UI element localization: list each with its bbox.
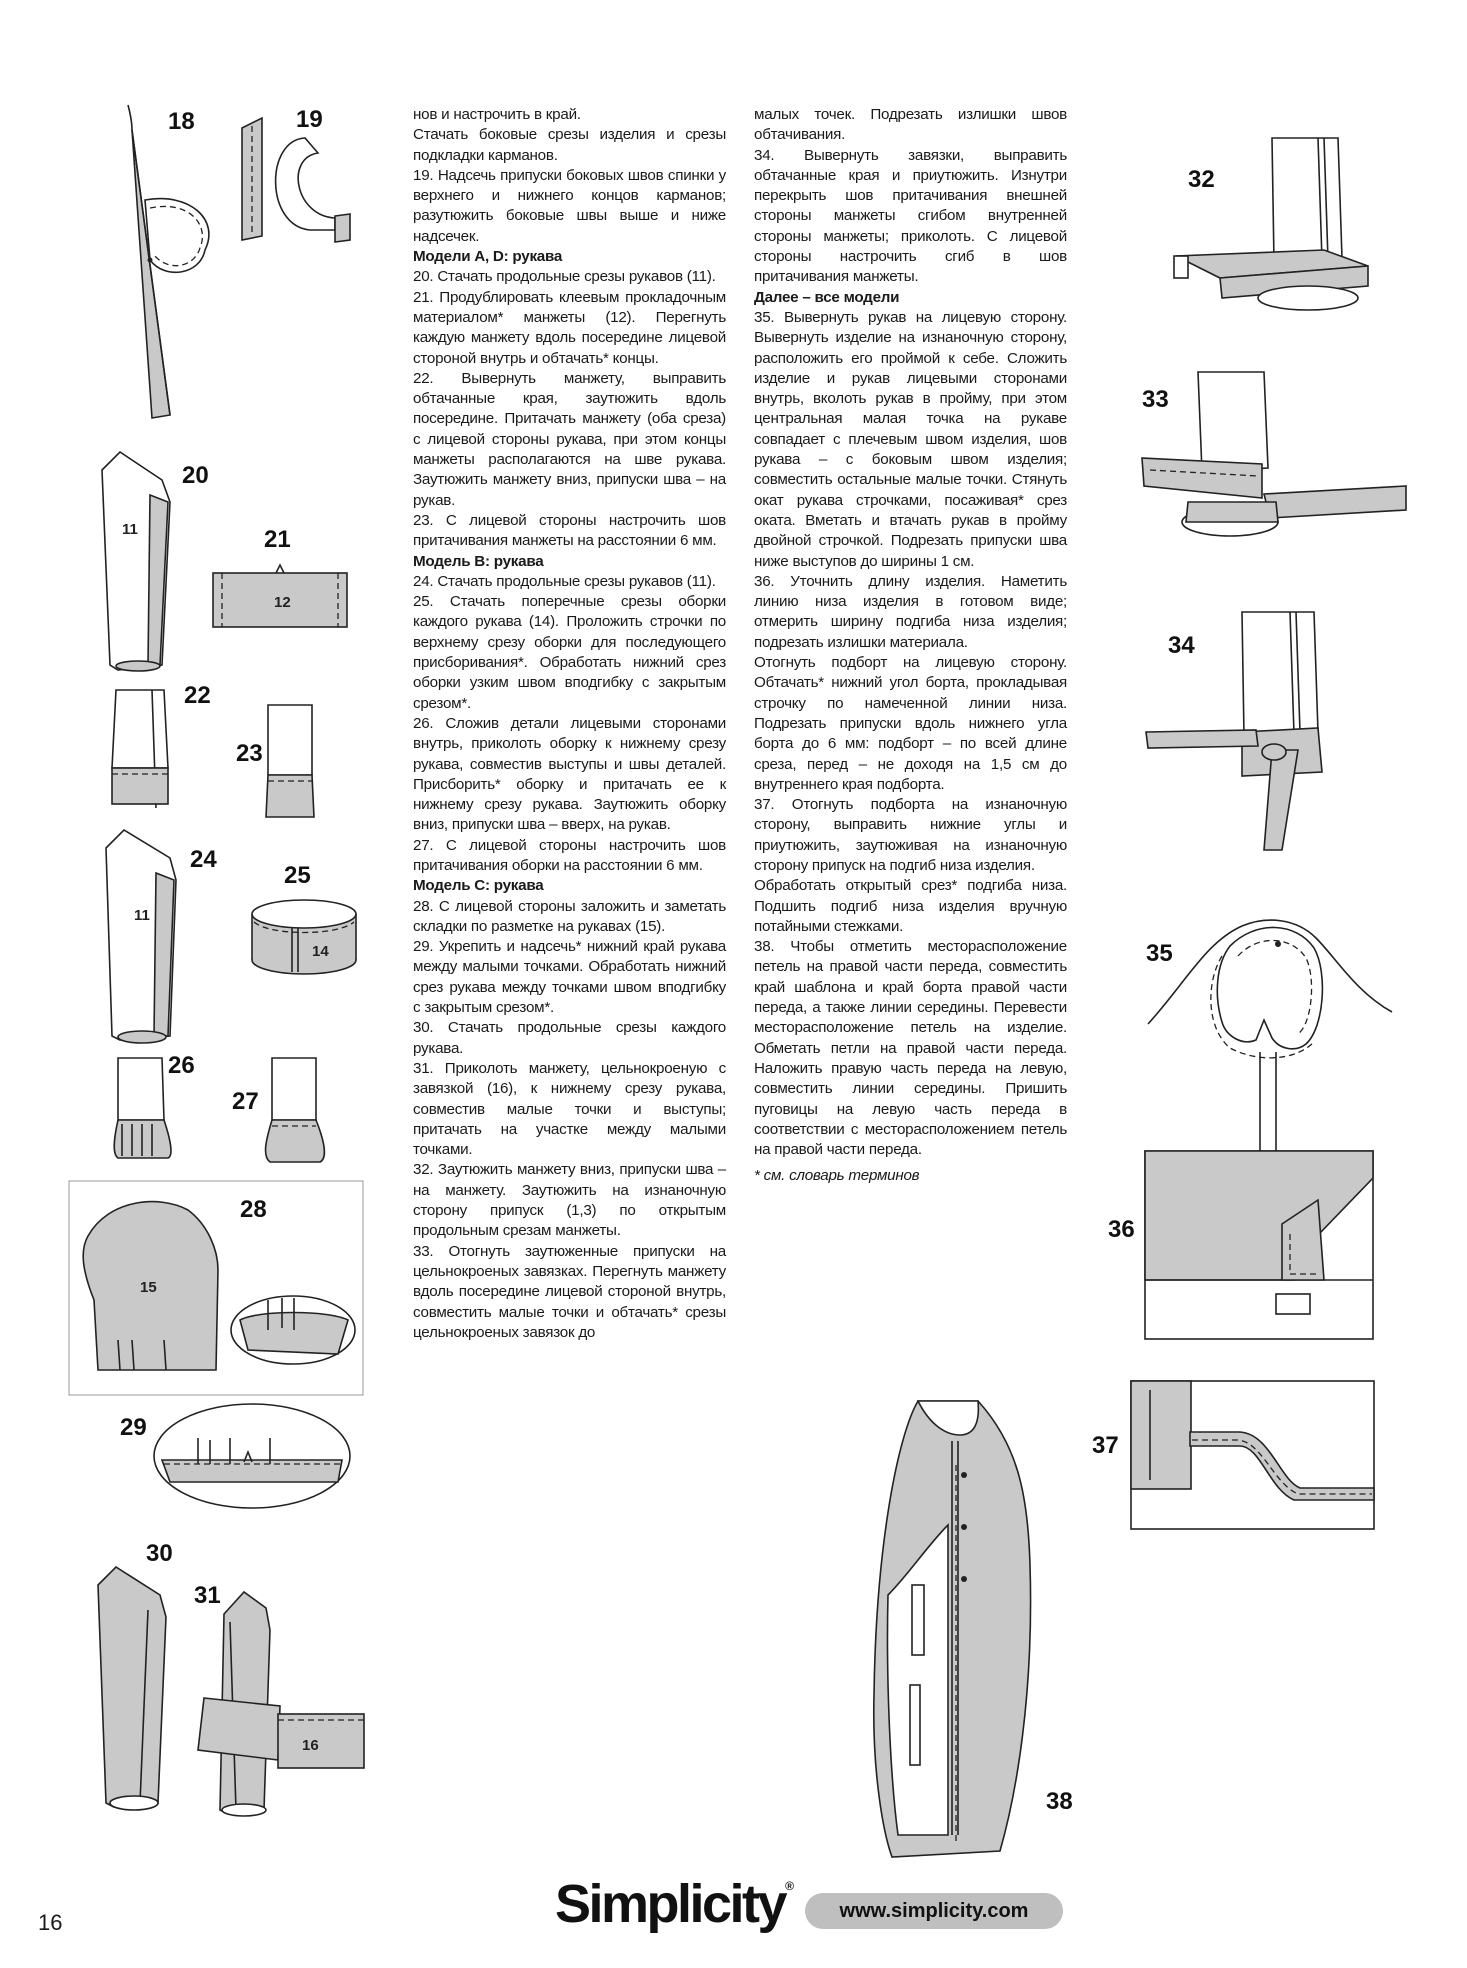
figure-number-25: 25: [284, 862, 311, 889]
figure-number-36: 36: [1108, 1216, 1135, 1243]
instruction-paragraph: 25. Стачать поперечные срезы оборки каждого рукава (14). Проложить строчки по верхнему срезу оборки для последующего присборивания*. Обработать нижний срез оборки узким швом вподгибку с закрытым срезом*.: [413, 593, 726, 712]
instruction-paragraph: 29. Укрепить и надсечь* нижний край рукава между малыми точками. Обработать нижний срез рукава между точками швом вподгибку с закрытым срезом*.: [413, 938, 726, 1017]
piece-label-11: 11: [134, 907, 150, 924]
instruction-paragraph: 38. Чтобы отметить месторасположение петель на правой части переда, совместить край шаблона и край борта правой части переда, а также линии середины. Перевести месторасположение петель на изделие. Обметать петли на правой части переда. Наложить правую часть переда на левую, совместить линии середины. Пришить пуговицы на левую часть переда в соответствии с месторасположением петель на правой части переда.: [754, 938, 1067, 1159]
trademark-symbol: ®: [785, 1879, 794, 1893]
figure-number-34: 34: [1168, 632, 1195, 659]
figure-19-clipped-seam: [240, 118, 360, 248]
instruction-paragraph: 23. С лицевой стороны настрочить шов притачивания манжеты на расстоянии 6 мм.: [413, 511, 726, 550]
figure-number-24: 24: [190, 846, 217, 873]
figure-27-ruffle-topstitch: [262, 1058, 328, 1166]
figure-31-attach-cuff-tie: [196, 1590, 366, 1830]
figure-20-sleeve-seam: [100, 450, 180, 680]
instruction-paragraph: 21. Продублировать клеевым прокладочным материалом* манжеты (12). Перегнуть каждую манжету вдоль посередине лицевой стороной внутрь и обтачать* концы.: [413, 288, 726, 367]
piece-label-12: 12: [274, 594, 291, 611]
instruction-paragraph: Стачать боковые срезы изделия и срезы подкладки карманов.: [413, 126, 726, 164]
figure-38-buttonholes: [868, 1395, 1036, 1865]
figure-37-hem-finish: [1130, 1380, 1375, 1530]
instruction-paragraph: нов и настрочить в край.: [413, 106, 581, 123]
section-heading: Модель B: рукава: [413, 552, 544, 570]
instruction-paragraph: 33. Отогнуть заутюженные припуски на цельнокроеных завязках. Перегнуть манжету вдоль посередине лицевой стороной внутрь, совместить малые точки и обтачать* срезы цельнокроеных завязок до: [413, 1242, 726, 1341]
instruction-paragraph: 26. Сложив детали лицевыми сторонами внутрь, приколоть оборку к нижнему срезу рукава, совместив выступы и швы деталей. Присборить* оборку и притачать ее к нижнему срезу рукава. Заутюжить оборку вниз, припуски шва – вверх, на рукав.: [413, 714, 726, 834]
figure-33-stitch-ties: [1140, 372, 1410, 567]
instruction-paragraph: 19. Надсечь припуски боковых швов спинки у верхнего и нижнего концов карманов; разутюжить боковые швы выше и ниже надсечек.: [413, 166, 726, 245]
figure-number-19: 19: [296, 106, 323, 133]
instructions-column-1: [413, 105, 726, 1343]
figure-number-35: 35: [1146, 940, 1173, 967]
figure-number-27: 27: [232, 1088, 259, 1115]
instruction-paragraph: 27. С лицевой стороны настрочить шов притачивания оборки на расстоянии 6 мм.: [413, 836, 726, 874]
instruction-paragraph: 20. Стачать продольные срезы рукавов (11).: [413, 268, 716, 286]
piece-label-14: 14: [312, 943, 329, 960]
figure-18-side-seam-pocket: [110, 100, 220, 430]
section-heading: Модель C: рукава: [413, 877, 544, 895]
footnote: * см. словарь терминов: [754, 1167, 920, 1185]
figure-29-staystitch-hem: [152, 1398, 352, 1510]
figure-number-18: 18: [168, 108, 195, 135]
figure-21-cuff: [210, 565, 350, 630]
instruction-paragraph: 35. Вывернуть рукав на лицевую сторону. Вывернуть изделие на изнаночную сторону, расположить его проймой к себе. Сложить изделие и рукав лицевыми сторонами внутрь, вколоть рукав в пройму, при этом центральная малая точка на рукаве совпадает с плечевым швом изделия, шов рукава – с боковым швом изделия; совместить остальные малые точки. Стянуть окат рукава строчками, посаживая* срез оката. Вметать и втачать рукав в пройму двойной строчкой. Подрезать припуски шва ниже выступов до ширины 1 см.: [754, 308, 1067, 570]
figure-35-set-in-sleeve: [1146, 912, 1396, 1172]
figure-number-26: 26: [168, 1052, 195, 1079]
figure-number-32: 32: [1188, 166, 1215, 193]
instruction-paragraph: Обработать открытый срез* подгиба низа. Подшить подгиб низа изделия вручную потайными стежками.: [754, 877, 1067, 935]
figure-26-attach-ruffle: [112, 1058, 174, 1163]
figure-25-ruffle: [250, 898, 360, 978]
instruction-paragraph: малых точек. Подрезать излишки швов обтачивания.: [754, 106, 1067, 144]
figure-number-29: 29: [120, 1414, 147, 1441]
section-heading: Далее – все модели: [754, 288, 900, 306]
figure-number-30: 30: [146, 1540, 173, 1567]
logo-text: Simplicity: [555, 1874, 786, 1934]
figure-30-sleeve-seam: [96, 1565, 176, 1825]
figure-number-23: 23: [236, 740, 263, 767]
page-number: 16: [38, 1910, 63, 1935]
instruction-paragraph: 31. Приколоть манжету, цельнокроеную с завязкой (16), к нижнему срезу рукава, совместив малые точки и выступы; притачать на участке между малыми точками.: [413, 1059, 726, 1159]
figure-number-33: 33: [1142, 386, 1169, 413]
instruction-paragraph: 32. Заутюжить манжету вниз, припуски шва – на манжету. Заутюжить на изнаночную сторону припуск (1,3) по открытым продольным срезам манжеты.: [413, 1161, 726, 1240]
instruction-paragraph: 24. Стачать продольные срезы рукавов (11).: [413, 572, 716, 590]
simplicity-logo: [555, 1873, 794, 1935]
instruction-paragraph: 34. Вывернуть завязки, выправить обтачанные края и приутюжить. Изнутри перекрыть шов притачивания внешней стороны манжеты сгибом внутренней стороны манжеты; приколоть. С лицевой стороны настрочить сгиб в шов притачивания манжеты.: [754, 146, 1067, 286]
figure-number-28: 28: [240, 1196, 267, 1223]
figure-number-20: 20: [182, 462, 209, 489]
figure-32-cuff-fold: [1174, 138, 1369, 323]
instruction-paragraph: 37. Отогнуть подборта на изнаночную сторону, выправить нижние углы и приутюжить, заутюживая на изнаночную сторону припуск на подгиб низа изделия.: [754, 796, 1067, 874]
figure-number-37: 37: [1092, 1432, 1119, 1459]
section-heading: Модели A, D: рукава: [413, 248, 563, 266]
instruction-paragraph: 22. Вывернуть манжету, выправить обтачанные края, заутюжить вдоль посередине. Притачать манжету (оба среза) с лицевой стороны рукава, при этом концы манжеты располагаются на шве рукава. Заутюжить манжету вниз, припуски шва – на рукав.: [413, 369, 726, 509]
instruction-paragraph: 36. Уточнить длину изделия. Наметить линию низа изделия в готовом виде; отмерить ширину подгиба низа изделия; подрезать излишки материала.: [754, 572, 1067, 651]
figure-number-38: 38: [1046, 1788, 1073, 1815]
figure-number-31: 31: [194, 1582, 221, 1609]
instruction-paragraph: Отогнуть подборт на лицевую сторону. Обтачать* нижний угол борта, прокладывая строчку по намеченной линии низа. Подрезать припуски вдоль нижнего угла борта до 6 мм: подборт – по всей длине среза, перед – не доходя на 1,5 см до внутреннего края подборта.: [754, 654, 1067, 793]
piece-label-16: 16: [302, 1737, 319, 1754]
figure-28-sleeve-pleats: [68, 1180, 364, 1396]
instruction-paragraph: 28. С лицевой стороны заложить и заметать складки по разметке на рукавах (15).: [413, 897, 726, 935]
figure-number-22: 22: [184, 682, 211, 709]
figure-23-cuff-topstitch: [262, 705, 317, 825]
instruction-paragraph: 30. Стачать продольные срезы каждого рукава.: [413, 1019, 726, 1057]
figure-22-attach-cuff: [108, 690, 180, 810]
instructions-column-2: [754, 105, 1067, 1187]
figure-34-tied-cuff: [1146, 612, 1386, 862]
piece-label-15: 15: [140, 1279, 157, 1296]
figure-number-21: 21: [264, 526, 291, 553]
piece-label-11: 11: [122, 521, 138, 538]
figure-24-sleeve-seam: [104, 828, 186, 1058]
website-link[interactable]: www.simplicity.com: [805, 1893, 1063, 1929]
figure-36-hem-corner: [1144, 1150, 1374, 1340]
